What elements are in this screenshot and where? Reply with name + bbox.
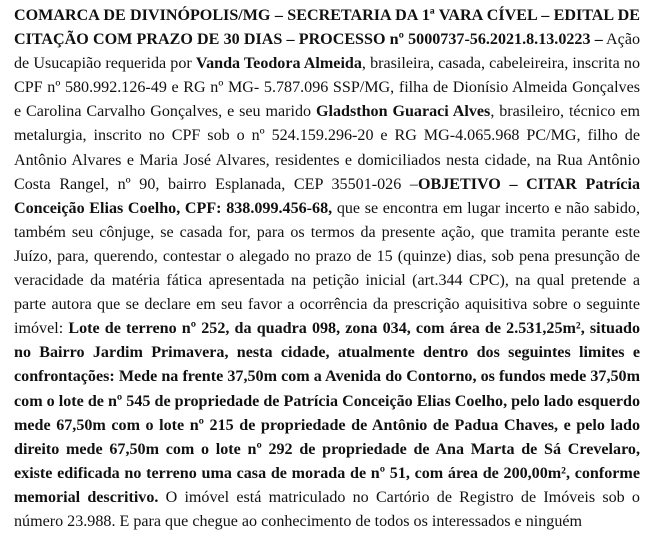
- notice-intro: Ação de Usucapião requerida por: [14, 31, 641, 73]
- author-details: , brasileira, casada, cabeleireira, inscrita no CPF nº 580.992.126-49 e RG nº MG- 5.787.096 SSP/MG, filha de Dionísio Almeida Gonçalves e Carolina Carvalho Gonçalves, e seu marido: [14, 55, 640, 121]
- husband-details: , brasileiro, técnico em metalurgia, inscrito no CPF sob o nº 524.159.296-20 e RG MG-4.065.968 PC/MG, filho de Antônio Alvares e Maria José Alvares, residentes e domiciliados nesta cidade, na Rua Antônio Costa Rangel, nº 90, bairro Esplanada, CEP 35501-026 –: [14, 103, 640, 193]
- citation-text: que se encontra em lugar incerto e não sabido, também seu cônjuge, se casada for, para os termos da presente ação, que tramita perante este Juízo, para, querendo, contestar o alegado no prazo de 15 (quinze) dias, sob pena presunção de veracidade da matéria fática apresentada na petição inicial (art.344 CPC), na qual pretende a parte autora que se declare em seu favor a ocorrência da prescrição aquisitiva sobre o seguinte imóvel:: [14, 199, 640, 338]
- notice-heading: COMARCA DE DIVINÓPOLIS/MG – SECRETARIA DA 1ª VARA CÍVEL – EDITAL DE CITAÇÃO COM PRAZO DE 30 DIAS – PROCESSO nº 5000737-56.2021.8.13.0223 –: [14, 7, 640, 49]
- citation-objective: OBJETIVO – CITAR Patrícia Conceição Elias Coelho, CPF: 838.099.456-68,: [14, 175, 640, 217]
- husband-name: Gladsthon Guaraci Alves: [315, 103, 491, 121]
- property-description: Lote de terreno nº 252, da quadra 098, zona 034, com área de 2.531,25m², situado no Bairro Jardim Primavera, nesta cidade, atualmente dentro dos seguintes limites e confrontações: Mede na frente 37,50m com a Avenida do Contorno, os fundos mede 37,50m com o lote de nº 545 de propriedade de Patrícia Conceição Elias Coelho, pelo lado esquerdo mede 67,50m com o lote nº 215 de propriedade de Antônio de Padua Chaves, e pelo lado direito mede 67,50m com o lote nº 292 de propriedade de Ana Marta de Sá Crevelaro, existe edificada no terreno uma casa de morada de nº 51, com área de 200,00m², conforme memorial descritivo.: [14, 320, 640, 506]
- closing-text: O imóvel está matriculado no Cartório de Registro de Imóveis sob o número 23.988. E para que chegue ao conhecimento de todos os interessados e ninguém: [14, 488, 640, 530]
- legal-notice-paragraph: [14, 4, 640, 534]
- author-name: Vanda Teodora Almeida: [195, 55, 362, 73]
